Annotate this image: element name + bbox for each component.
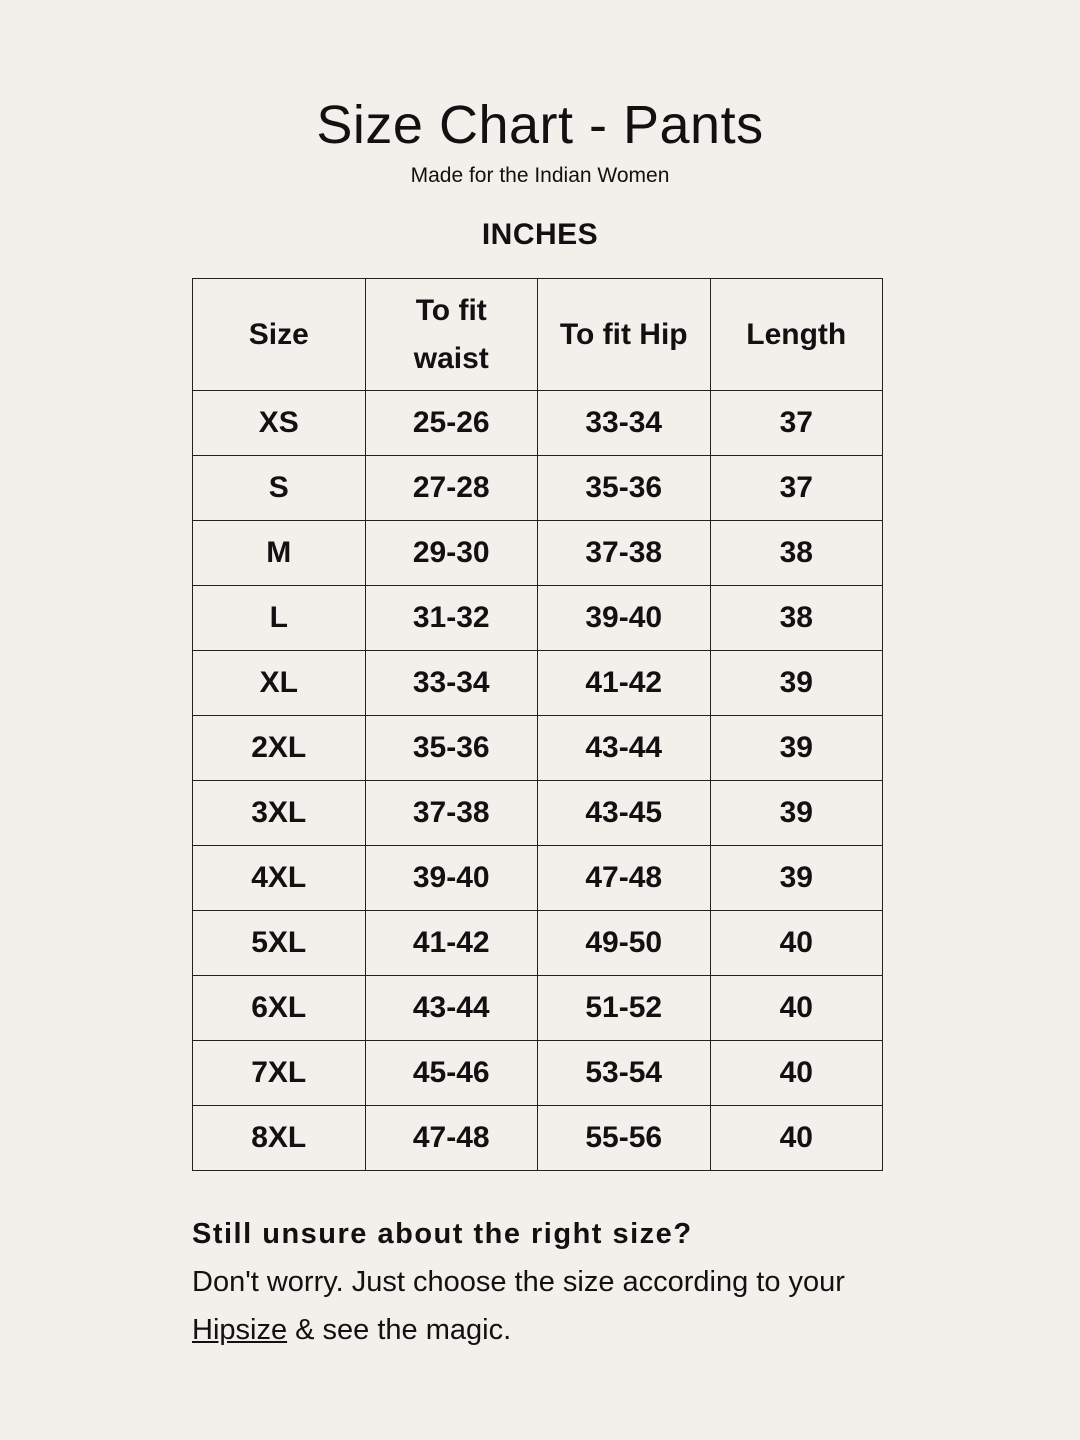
cell-waist: 47-48 xyxy=(365,1106,538,1171)
cell-length: 37 xyxy=(710,456,883,521)
cell-hip: 35-36 xyxy=(538,456,711,521)
cell-hip: 43-44 xyxy=(538,716,711,781)
cell-waist: 43-44 xyxy=(365,976,538,1041)
header-length: Length xyxy=(710,279,883,391)
cell-hip: 51-52 xyxy=(538,976,711,1041)
header-size: Size xyxy=(193,279,366,391)
cell-waist: 37-38 xyxy=(365,781,538,846)
size-chart-table xyxy=(192,278,883,1171)
cell-waist: 25-26 xyxy=(365,391,538,456)
cell-length: 40 xyxy=(710,1106,883,1171)
table-header-row xyxy=(193,279,883,391)
cell-hip: 43-45 xyxy=(538,781,711,846)
table-row xyxy=(193,846,883,911)
cell-length: 39 xyxy=(710,846,883,911)
cell-size: 8XL xyxy=(193,1106,366,1171)
table-row xyxy=(193,1106,883,1171)
cell-length: 39 xyxy=(710,781,883,846)
page-subtitle: Made for the Indian Women xyxy=(410,164,670,187)
help-heading: Still unsure about the right size? xyxy=(192,1218,693,1250)
table-row xyxy=(193,651,883,716)
cell-size: L xyxy=(193,586,366,651)
cell-length: 38 xyxy=(710,521,883,586)
header-hip: To fit Hip xyxy=(538,279,711,391)
cell-hip: 37-38 xyxy=(538,521,711,586)
cell-size: 2XL xyxy=(193,716,366,781)
cell-hip: 49-50 xyxy=(538,911,711,976)
cell-size: XL xyxy=(193,651,366,716)
cell-size: 4XL xyxy=(193,846,366,911)
table-body xyxy=(193,391,883,1171)
unit-label: INCHES xyxy=(481,218,599,251)
cell-size: 6XL xyxy=(193,976,366,1041)
cell-hip: 41-42 xyxy=(538,651,711,716)
cell-waist: 35-36 xyxy=(365,716,538,781)
cell-length: 37 xyxy=(710,391,883,456)
cell-length: 40 xyxy=(710,1041,883,1106)
cell-waist: 31-32 xyxy=(365,586,538,651)
header-waist: To fit waist xyxy=(365,279,538,391)
cell-size: 7XL xyxy=(193,1041,366,1106)
table-row xyxy=(193,521,883,586)
cell-size: 3XL xyxy=(193,781,366,846)
cell-size: S xyxy=(193,456,366,521)
cell-hip: 39-40 xyxy=(538,586,711,651)
cell-length: 39 xyxy=(710,716,883,781)
cell-waist: 29-30 xyxy=(365,521,538,586)
cell-hip: 53-54 xyxy=(538,1041,711,1106)
help-text xyxy=(192,1258,912,1354)
hipsize-link[interactable]: Hipsize xyxy=(192,1314,288,1346)
cell-waist: 33-34 xyxy=(365,651,538,716)
cell-hip: 33-34 xyxy=(538,391,711,456)
cell-waist: 41-42 xyxy=(365,911,538,976)
cell-waist: 27-28 xyxy=(365,456,538,521)
cell-waist: 39-40 xyxy=(365,846,538,911)
cell-hip: 55-56 xyxy=(538,1106,711,1171)
table-row xyxy=(193,716,883,781)
table-row xyxy=(193,1041,883,1106)
cell-length: 40 xyxy=(710,911,883,976)
cell-length: 40 xyxy=(710,976,883,1041)
cell-size: 5XL xyxy=(193,911,366,976)
cell-length: 38 xyxy=(710,586,883,651)
cell-size: XS xyxy=(193,391,366,456)
table-row xyxy=(193,456,883,521)
table-row xyxy=(193,976,883,1041)
cell-size: M xyxy=(193,521,366,586)
table-header xyxy=(193,279,883,391)
cell-waist: 45-46 xyxy=(365,1041,538,1106)
page-title: Size Chart - Pants xyxy=(316,95,764,155)
table-row xyxy=(193,911,883,976)
help-text-after: & see the magic. xyxy=(287,1314,512,1346)
help-text-before: Don't worry. Just choose the size according to your xyxy=(192,1266,845,1298)
cell-hip: 47-48 xyxy=(538,846,711,911)
cell-length: 39 xyxy=(710,651,883,716)
size-help-section xyxy=(192,1210,912,1354)
table-row xyxy=(193,781,883,846)
table-row xyxy=(193,391,883,456)
table-row xyxy=(193,586,883,651)
